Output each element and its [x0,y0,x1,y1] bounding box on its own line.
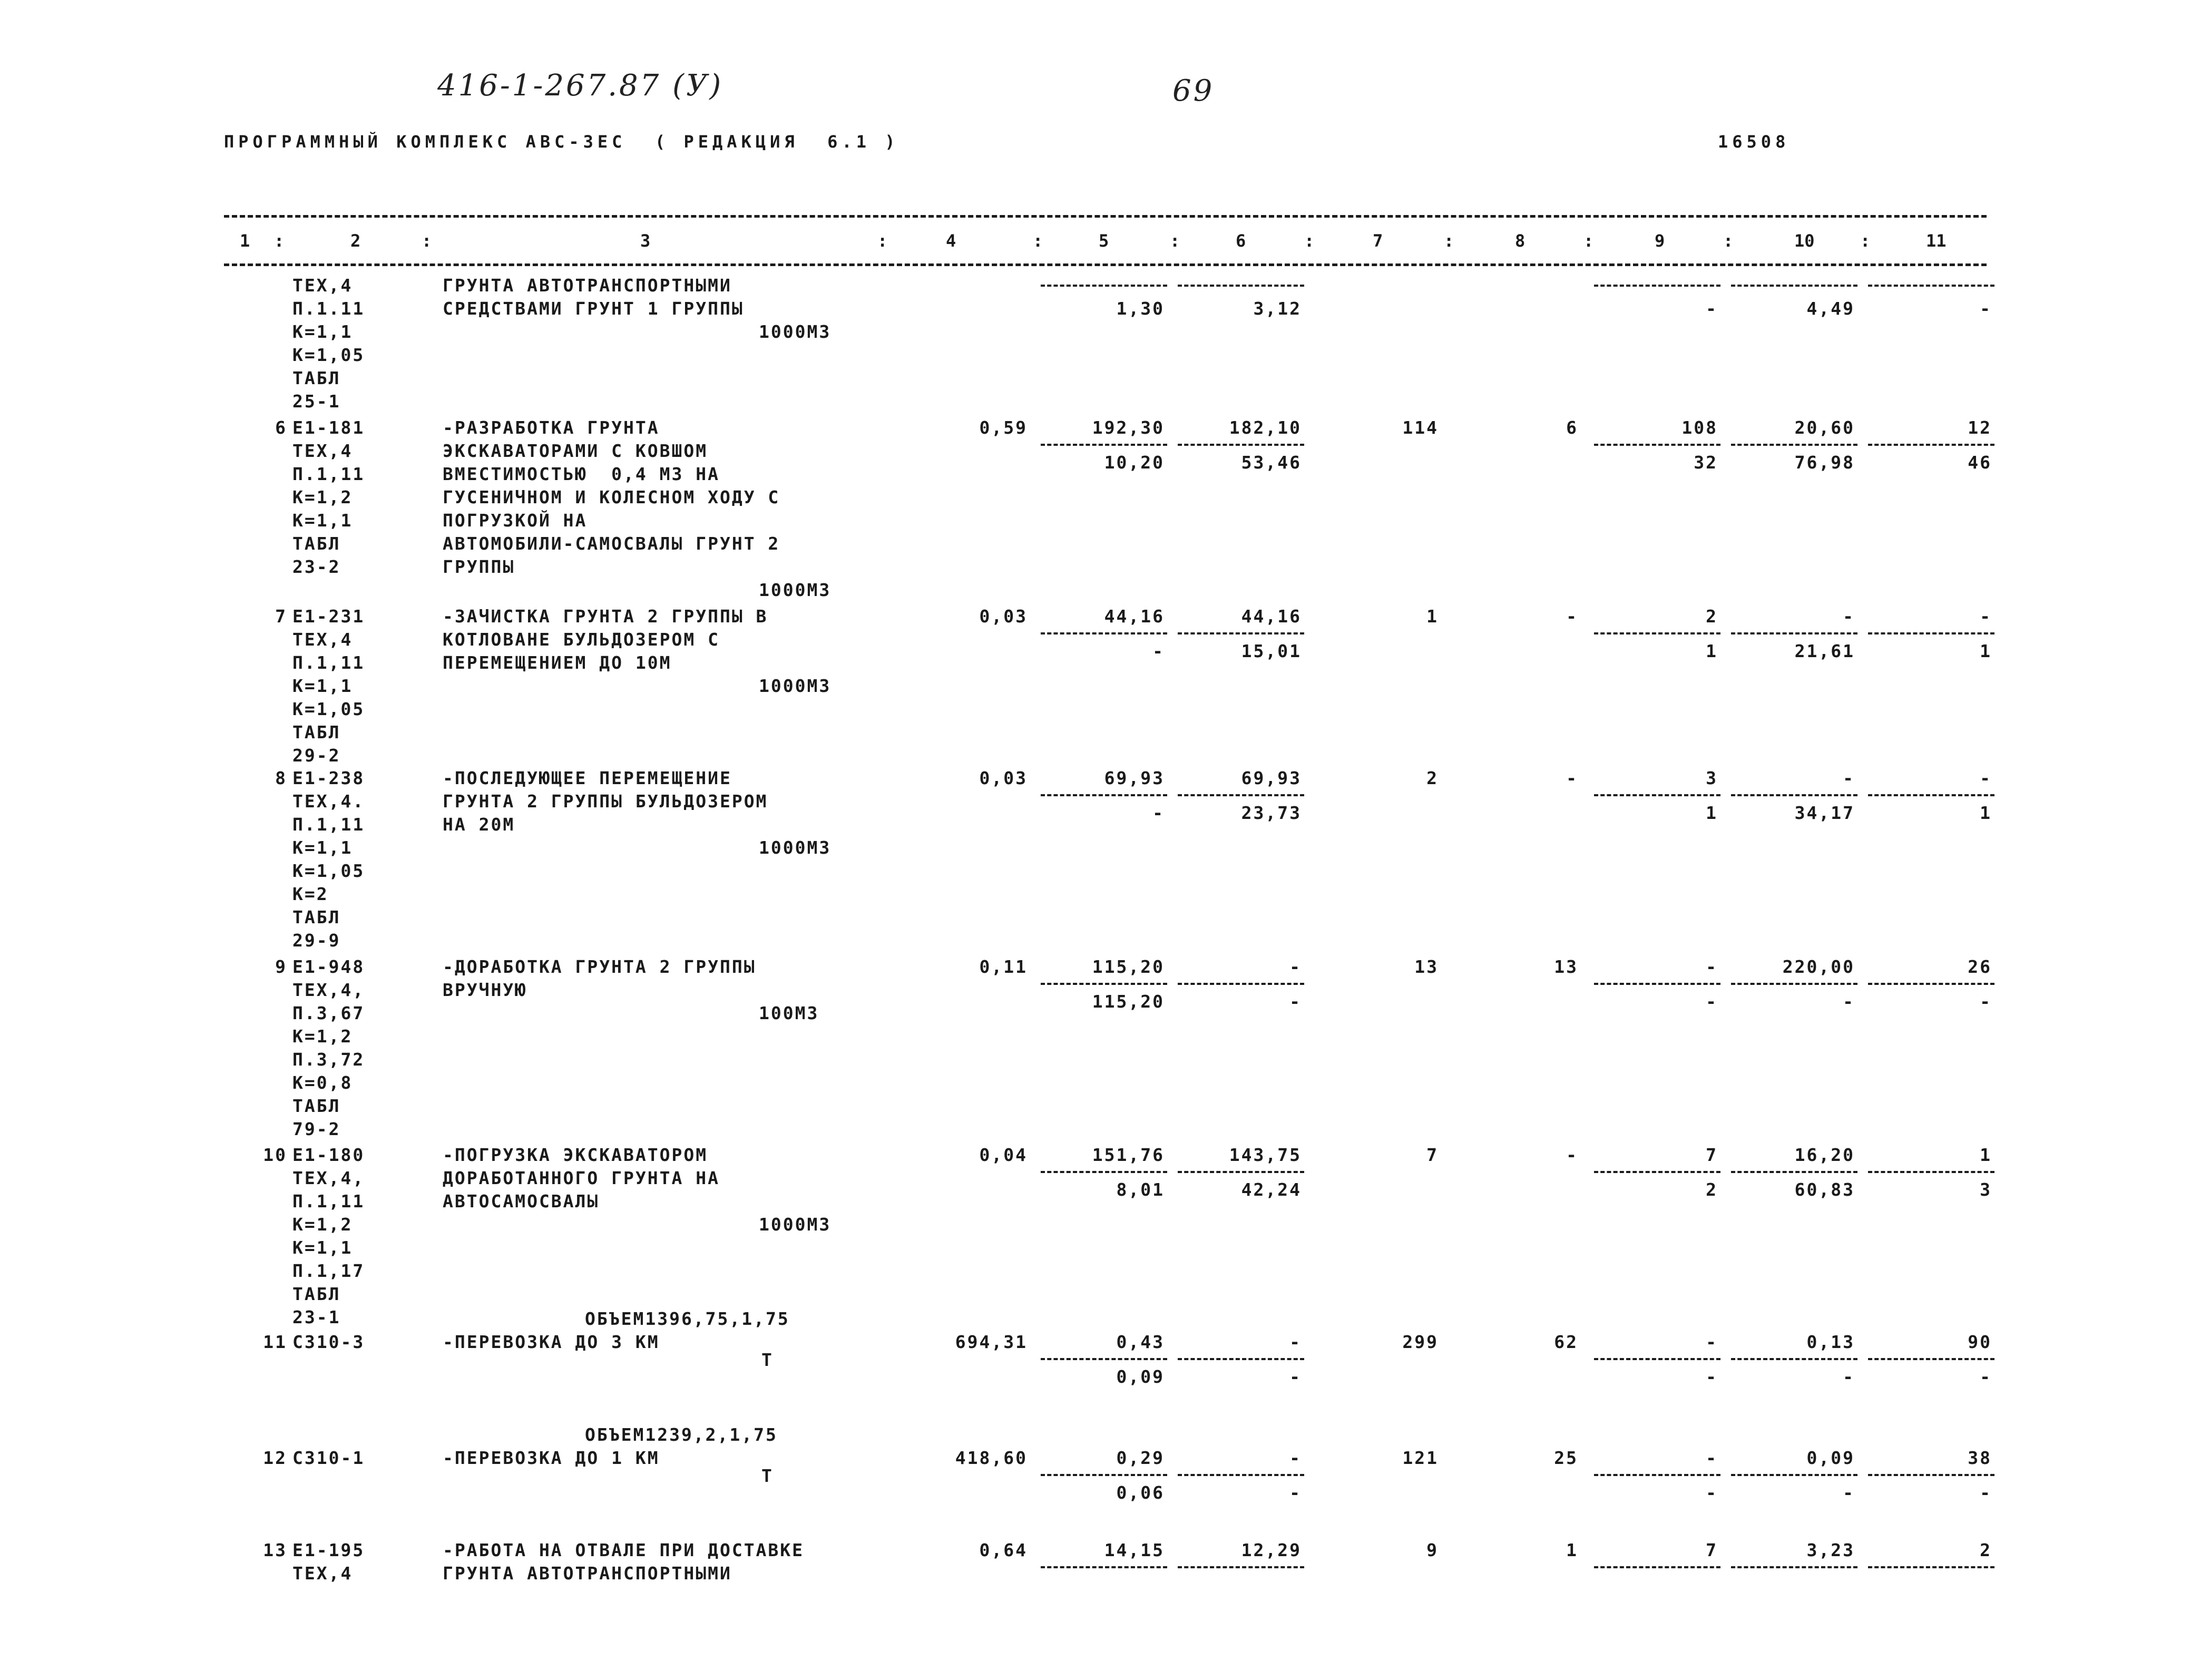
value-split-rule [1041,632,1167,634]
value-c11-upper: 12 [1968,417,1992,438]
norm-code-line: ТЕХ,4, [292,980,365,1000]
value-split-rule [1041,983,1167,985]
norm-code-line: К=1,2 [292,1214,353,1235]
value-c10-upper: - [1843,768,1855,788]
value-split-rule [1594,983,1720,985]
work-description-line: -ЗАЧИСТКА ГРУНТА 2 ГРУППЫ В [443,606,768,627]
document-code: 416-1-267.87 (У) [437,69,723,103]
value-split-rule [1868,1566,1994,1568]
row-number: 8 [275,768,287,788]
work-description-line: ВМЕСТИМОСТЬЮ 0,4 М3 НА [443,464,720,484]
norm-code-line: ТЕХ,4, [292,1168,365,1188]
norm-code-line: П.1,11 [292,1191,365,1212]
page-number: 69 [1172,74,1215,108]
value-c5-upper: 14,15 [1104,1540,1165,1560]
value-split-rule [1868,285,1994,287]
value-c9-upper: 3 [1706,768,1718,788]
column-number: 5 [1099,231,1109,251]
unit-of-measure: 1000М3 [759,837,832,858]
value-split-rule [1731,983,1857,985]
norm-code-line: П.1,11 [292,464,365,484]
norm-code-line: П.1,11 [292,814,365,835]
value-c10-upper: 3,23 [1806,1540,1855,1560]
column-separator: : [877,231,888,251]
work-description-line: АВТОМОБИЛИ-САМОСВАЛЫ ГРУНТ 2 [443,533,780,554]
value-c10-lower: - [1843,991,1855,1012]
value-split-rule [1868,444,1994,446]
column-separator: : [1033,231,1043,251]
value-c5-upper: 44,16 [1104,606,1165,627]
value-c5-lower: 10,20 [1104,452,1165,473]
value-c6-upper: 69,93 [1241,768,1302,788]
value-c9-upper: 7 [1706,1145,1718,1165]
norm-code-line: ТЕХ,4 [292,629,353,650]
value-c5-lower: 0,09 [1116,1366,1165,1387]
value-c9-upper: 2 [1706,606,1718,627]
value-c11-upper: 1 [1980,1145,1992,1165]
value-c8: 62 [1554,1332,1578,1352]
value-c11-lower: 1 [1980,803,1992,823]
value-split-rule [1178,983,1304,985]
program-code: 16508 [1718,132,1790,152]
value-c9-lower: - [1706,298,1718,319]
column-separator: : [1444,231,1454,251]
work-description-line: ГУСЕНИЧНОМ И КОЛЕСНОМ ХОДУ С [443,487,780,507]
work-description-line: -ДОРАБОТКА ГРУНТА 2 ГРУППЫ [443,956,756,977]
value-split-rule [1041,285,1167,287]
norm-code-line: К=1,05 [292,699,365,719]
value-split-rule [1178,1474,1304,1476]
value-c10-upper: 16,20 [1794,1145,1855,1165]
work-description-line: СРЕДСТВАМИ ГРУНТ 1 ГРУППЫ [443,298,744,319]
norm-code-line: 23-2 [292,556,341,577]
value-c10-lower: 4,49 [1806,298,1855,319]
value-c10-upper: - [1843,606,1855,627]
norm-code-line: 79-2 [292,1119,341,1139]
value-split-rule [1868,983,1994,985]
norm-code-line: Е1-238 [292,768,365,788]
value-c8: 25 [1554,1448,1578,1468]
work-description-line: АВТОСАМОСВАЛЫ [443,1191,600,1212]
value-c11-lower: 1 [1980,641,1992,661]
work-description-line: КОТЛОВАНЕ БУЛЬДОЗЕРОМ С [443,629,720,650]
value-c11-upper: 90 [1968,1332,1992,1352]
value-c6-lower: 15,01 [1241,641,1302,661]
value-c10-lower: 21,61 [1794,641,1855,661]
value-c5-upper: 115,20 [1092,956,1165,977]
value-split-rule [1868,632,1994,634]
value-split-rule [1041,444,1167,446]
work-description-line: ВРУЧНУЮ [443,980,527,1000]
work-description-line: ГРУППЫ [443,556,515,577]
value-c10-lower: 60,83 [1794,1179,1855,1200]
value-c6-lower: 42,24 [1241,1179,1302,1200]
unit-of-measure: 1000М3 [759,676,832,696]
norm-code-line: 29-9 [292,930,341,951]
norm-code-line: ТАБЛ [292,533,341,554]
work-description-line: ПОГРУЗКОЙ НА [443,510,588,531]
norm-code-line: ТАБЛ [292,1284,341,1304]
value-c6-upper: 44,16 [1241,606,1302,627]
column-separator: : [1723,231,1734,251]
norm-code-line: П.1.11 [292,298,365,319]
value-c9-upper: 7 [1706,1540,1718,1560]
norm-code-line: Е1-180 [292,1145,365,1165]
value-c7: 299 [1402,1332,1439,1352]
work-description-line: -ПОГРУЗКА ЭКСКАВАТОРОМ [443,1145,708,1165]
value-split-rule [1594,632,1720,634]
norm-code-line: ТЕХ,4 [292,1563,353,1584]
value-split-rule [1868,1474,1994,1476]
value-c9-lower: - [1706,1482,1718,1503]
value-c8: - [1566,1145,1578,1165]
norm-code-line: К=1,2 [292,487,353,507]
value-c6-upper: 12,29 [1241,1540,1302,1560]
value-split-rule [1178,285,1304,287]
value-c8: 13 [1554,956,1578,977]
norm-code-line: К=1,1 [292,321,353,342]
value-c8: 1 [1566,1540,1578,1560]
norm-code-line: К=2 [292,884,329,904]
column-number: 9 [1655,231,1665,251]
value-split-rule [1731,1474,1857,1476]
column-number: 10 [1794,231,1815,251]
value-split-rule [1178,444,1304,446]
unit-of-measure: Т [761,1350,774,1370]
value-c5-lower: - [1152,803,1165,823]
value-c6-lower: - [1289,991,1302,1012]
value-split-rule [1594,285,1720,287]
unit-of-measure: Т [761,1466,774,1486]
work-description-line: ГРУНТА АВТОТРАНСПОРТНЫМИ [443,275,732,296]
column-separator: : [274,231,285,251]
column-number: 4 [946,231,956,251]
value-c11-lower: 46 [1968,452,1992,473]
unit-of-measure: 1000М3 [759,580,832,600]
value-c11-lower: - [1980,1482,1992,1503]
value-c4: 0,59 [979,417,1028,438]
row-number: 12 [263,1448,287,1468]
value-split-rule [1594,1358,1720,1360]
value-c11-upper: - [1980,768,1992,788]
value-c5-lower: - [1152,641,1165,661]
row-number: 10 [263,1145,287,1165]
value-c5-lower: 8,01 [1116,1179,1165,1200]
value-c11-lower: - [1980,298,1992,319]
value-split-rule [1178,632,1304,634]
value-c9-upper: 108 [1681,417,1718,438]
value-split-rule [1041,1358,1167,1360]
norm-code-line: П.1,17 [292,1261,365,1281]
value-c11-upper: 38 [1968,1448,1992,1468]
column-number: 3 [640,231,651,251]
value-split-rule [1868,794,1994,796]
column-number: 11 [1926,231,1947,251]
value-c9-lower: 1 [1706,803,1718,823]
value-c5-upper: 192,30 [1092,417,1165,438]
value-c7: 13 [1414,956,1439,977]
value-c5-upper: 0,29 [1116,1448,1165,1468]
work-description-line: -ПЕРЕВОЗКА ДО 1 КМ [443,1448,660,1468]
value-split-rule [1041,1171,1167,1173]
value-c8: - [1566,768,1578,788]
volume-note: ОБЪЕМ1239,2,1,75 [585,1424,778,1445]
value-split-rule [1594,1566,1720,1568]
work-description-line: -ПОСЛЕДУЮЩЕЕ ПЕРЕМЕЩЕНИЕ [443,768,732,788]
norm-code-line: К=0,8 [292,1072,353,1093]
value-c4: 0,11 [979,956,1028,977]
program-title: ПРОГРАММНЫЙ КОМПЛЕКС АВС-3ЕС ( РЕДАКЦИЯ 6.1 ) [224,132,899,152]
norm-code-line: П.1,11 [292,652,365,673]
work-description-line: ГРУНТА 2 ГРУППЫ БУЛЬДОЗЕРОМ [443,791,768,812]
column-number: 7 [1373,231,1383,251]
value-c10-lower: - [1843,1482,1855,1503]
norm-code-line: ТЕХ,4 [292,275,353,296]
norm-code-line: К=1,1 [292,510,353,531]
value-split-rule [1178,1566,1304,1568]
value-c9-lower: 2 [1706,1179,1718,1200]
work-description-line: ДОРАБОТАННОГО ГРУНТА НА [443,1168,720,1188]
value-c4: 418,60 [955,1448,1028,1468]
norm-code-line: К=1,1 [292,837,353,858]
value-c5-lower: 115,20 [1092,991,1165,1012]
value-c10-lower: 76,98 [1794,452,1855,473]
norm-code-line: С310-3 [292,1332,365,1352]
value-split-rule [1731,632,1857,634]
value-c5-lower: 1,30 [1116,298,1165,319]
header-top-rule [224,215,1987,218]
value-c4: 694,31 [955,1332,1028,1352]
value-c7: 2 [1426,768,1439,788]
norm-code-line: ТЕХ,4. [292,791,365,812]
value-c10-lower: - [1843,1366,1855,1387]
unit-of-measure: 1000М3 [759,1214,832,1235]
value-split-rule [1178,794,1304,796]
row-number: 11 [263,1332,287,1352]
column-separator: : [1170,231,1180,251]
work-description-line: ГРУНТА АВТОТРАНСПОРТНЫМИ [443,1563,732,1584]
value-c6-lower: 23,73 [1241,803,1302,823]
value-split-rule [1041,794,1167,796]
value-c4: 0,03 [979,606,1028,627]
norm-code-line: 25-1 [292,391,341,412]
value-c9-upper: - [1706,1448,1718,1468]
value-c9-lower: - [1706,1366,1718,1387]
value-c6-upper: 143,75 [1229,1145,1302,1165]
row-number: 6 [275,417,287,438]
norm-code-line: 29-2 [292,745,341,766]
norm-code-line: Е1-195 [292,1540,365,1560]
norm-code-line: Е1-181 [292,417,365,438]
norm-code-line: ТАБЛ [292,1096,341,1116]
work-description-line: -ПЕРЕВОЗКА ДО 3 КМ [443,1332,660,1352]
value-c6-upper: - [1289,1448,1302,1468]
value-c5-lower: 0,06 [1116,1482,1165,1503]
value-c5-upper: 69,93 [1104,768,1165,788]
value-c11-upper: 26 [1968,956,1992,977]
value-split-rule [1868,1358,1994,1360]
value-c8: 6 [1566,417,1578,438]
value-c10-upper: 0,13 [1806,1332,1855,1352]
value-c9-lower: 1 [1706,641,1718,661]
column-number: 1 [240,231,250,251]
value-c9-lower: 32 [1694,452,1718,473]
norm-code-line: К=1,1 [292,1237,353,1258]
volume-note: ОБЪЕМ1396,75,1,75 [585,1308,790,1329]
column-number: 8 [1515,231,1526,251]
value-c8: - [1566,606,1578,627]
unit-of-measure: 1000М3 [759,321,832,342]
norm-code-line: 23-1 [292,1307,341,1327]
value-c7: 9 [1426,1540,1439,1560]
norm-code-line: П.3,72 [292,1049,365,1070]
value-c10-lower: 34,17 [1794,803,1855,823]
column-separator: : [1860,231,1871,251]
value-c11-upper: - [1980,606,1992,627]
value-split-rule [1731,794,1857,796]
value-c7: 114 [1402,417,1439,438]
work-description-line: НА 20М [443,814,515,835]
value-c9-upper: - [1706,956,1718,977]
value-c10-upper: 220,00 [1782,956,1855,977]
value-c5-upper: 151,76 [1092,1145,1165,1165]
value-c4: 0,03 [979,768,1028,788]
norm-code-line: С310-1 [292,1448,365,1468]
value-c11-upper: 2 [1980,1540,1992,1560]
value-c9-upper: - [1706,1332,1718,1352]
norm-code-line: ТЕХ,4 [292,441,353,461]
column-number: 6 [1236,231,1246,251]
work-description-line: -РАБОТА НА ОТВАЛЕ ПРИ ДОСТАВКЕ [443,1540,805,1560]
value-c11-lower: 3 [1980,1179,1992,1200]
column-separator: : [1304,231,1315,251]
norm-code-line: Е1-231 [292,606,365,627]
norm-code-line: ТАБЛ [292,722,341,743]
value-split-rule [1178,1171,1304,1173]
norm-code-line: ТАБЛ [292,907,341,927]
value-c5-upper: 0,43 [1116,1332,1165,1352]
value-split-rule [1041,1566,1167,1568]
column-number: 2 [350,231,361,251]
value-split-rule [1178,1358,1304,1360]
value-split-rule [1731,285,1857,287]
norm-code-line: К=1,1 [292,676,353,696]
norm-code-line: К=1,2 [292,1026,353,1047]
value-split-rule [1594,1474,1720,1476]
work-description-line: -РАЗРАБОТКА ГРУНТА [443,417,660,438]
norm-code-line: К=1,05 [292,861,365,881]
value-c4: 0,64 [979,1540,1028,1560]
value-c7: 1 [1426,606,1439,627]
value-split-rule [1731,1566,1857,1568]
column-separator: : [1583,231,1594,251]
value-c10-upper: 20,60 [1794,417,1855,438]
value-split-rule [1731,1358,1857,1360]
value-split-rule [1594,794,1720,796]
value-c10-upper: 0,09 [1806,1448,1855,1468]
value-c6-upper: 182,10 [1229,417,1302,438]
row-number: 9 [275,956,287,977]
value-c6-upper: - [1289,1332,1302,1352]
row-number: 7 [275,606,287,627]
header-bottom-rule [224,263,1987,266]
value-split-rule [1731,1171,1857,1173]
value-split-rule [1731,444,1857,446]
value-c6-lower: 53,46 [1241,452,1302,473]
norm-code-line: ТАБЛ [292,368,341,388]
value-split-rule [1594,444,1720,446]
value-c11-lower: - [1980,991,1992,1012]
value-c4: 0,04 [979,1145,1028,1165]
value-c6-lower: - [1289,1482,1302,1503]
norm-code-line: К=1,05 [292,345,365,365]
norm-code-line: П.3,67 [292,1003,365,1023]
value-split-rule [1868,1171,1994,1173]
value-split-rule [1594,1171,1720,1173]
value-c9-lower: - [1706,991,1718,1012]
value-c7: 7 [1426,1145,1439,1165]
work-description-line: ЭКСКАВАТОРАМИ С КОВШОМ [443,441,708,461]
norm-code-line: Е1-948 [292,956,365,977]
value-c7: 121 [1402,1448,1439,1468]
value-c6-upper: - [1289,956,1302,977]
work-description-line: ПЕРЕМЕЩЕНИЕМ ДО 10М [443,652,672,673]
value-c6-lower: - [1289,1366,1302,1387]
value-split-rule [1041,1474,1167,1476]
unit-of-measure: 100М3 [759,1003,819,1023]
value-c6-lower: 3,12 [1253,298,1302,319]
column-separator: : [422,231,432,251]
value-c11-lower: - [1980,1366,1992,1387]
row-number: 13 [263,1540,287,1560]
